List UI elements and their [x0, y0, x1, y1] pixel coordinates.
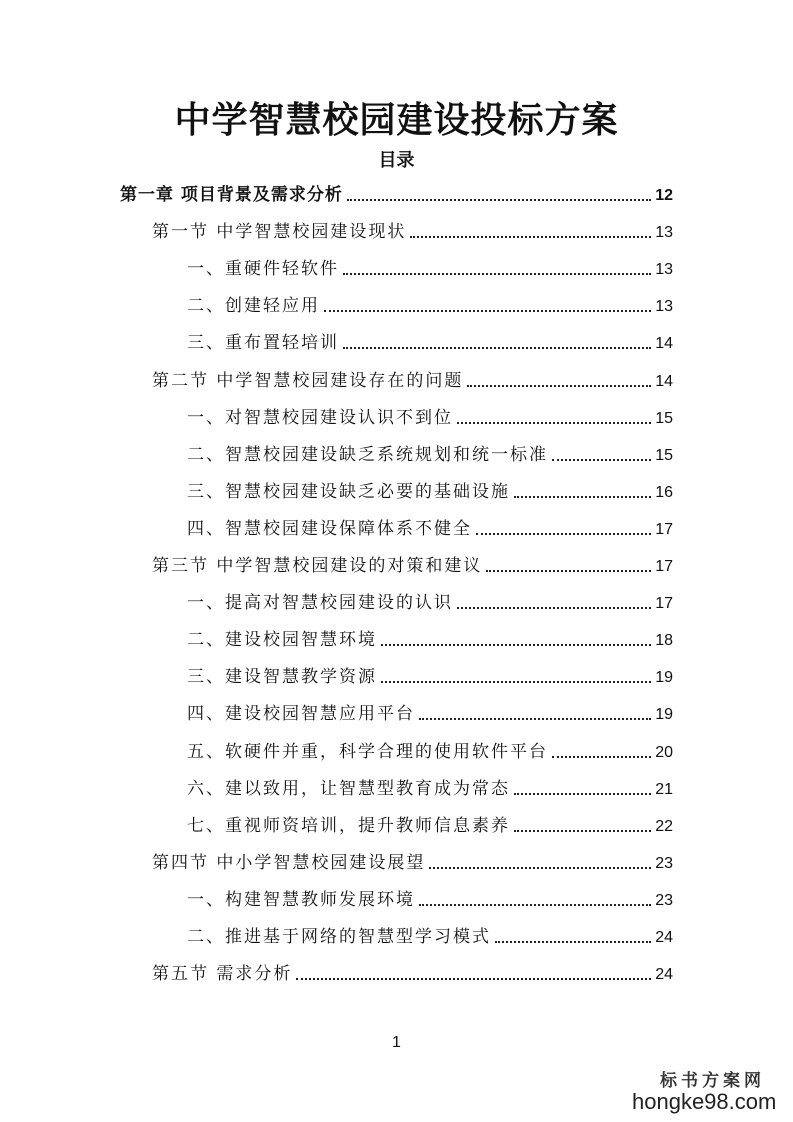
toc-entry-page: 16: [655, 483, 673, 501]
toc-entry-page: 19: [655, 669, 673, 687]
toc-entry-label: 一、构建智慧教师发展环境: [187, 889, 415, 910]
toc-entry-page: 12: [655, 187, 673, 204]
toc-entry[interactable]: [187, 328, 673, 356]
toc-entry-label: 三、重布置轻培训: [187, 333, 339, 354]
toc-entry[interactable]: [120, 180, 673, 208]
toc-leader-dots: [552, 459, 651, 461]
toc-entry[interactable]: [187, 625, 673, 653]
toc-entry-label: 第四节 中小学智慧校园建设展望: [152, 852, 426, 873]
toc-entry-page: 15: [655, 446, 673, 464]
toc-heading: 目录: [378, 150, 415, 171]
toc-entry-label: 七、重视师资培训，提升教师信息素养: [187, 815, 510, 836]
toc-entry-page: 21: [655, 780, 673, 798]
toc-entry-label: 二、创建轻应用: [187, 296, 320, 317]
toc-entry-page: 18: [655, 632, 673, 650]
toc-entry-label: 四、智慧校园建设保障体系不健全: [187, 518, 472, 539]
toc-entry-label: 一、提高对智慧校园建设的认识: [187, 593, 453, 614]
watermark-url: hongke98.com: [632, 1089, 777, 1114]
toc-leader-dots: [457, 607, 651, 609]
page-number: 1: [392, 1034, 401, 1051]
toc-entry-label: 二、推进基于网络的智慧型学习模式: [187, 927, 491, 947]
toc-entry[interactable]: [187, 588, 673, 616]
toc-entry-page: 14: [655, 335, 673, 353]
toc-leader-dots: [495, 941, 651, 943]
toc-entry-page: 24: [655, 966, 673, 984]
watermark-site-name: 标书方案网: [660, 1071, 765, 1091]
toc-leader-dots: [514, 496, 651, 498]
toc-entry-label: 二、智慧校园建设缺乏系统规划和统一标准: [187, 444, 548, 465]
toc-entry-page: 13: [655, 298, 673, 316]
toc-entry[interactable]: [187, 811, 673, 839]
toc-leader-dots: [457, 422, 651, 424]
toc-entry-label: 第三节 中学智慧校园建设的对策和建议: [152, 556, 483, 576]
toc-leader-dots: [514, 830, 651, 832]
toc-entry[interactable]: [187, 440, 673, 468]
toc-entry-label: 第五节 需求分析: [152, 964, 293, 985]
toc-leader-dots: [347, 199, 651, 201]
toc-entry-label: 一、对智慧校园建设认识不到位: [187, 407, 453, 428]
toc-leader-dots: [296, 978, 651, 980]
toc-entry[interactable]: [152, 959, 673, 987]
toc-entry[interactable]: [187, 774, 673, 802]
toc-entry[interactable]: [187, 922, 673, 950]
toc-entry-page: 20: [655, 743, 673, 761]
toc-leader-dots: [552, 756, 651, 758]
toc-entry-label: 一、重硬件轻软件: [187, 259, 339, 280]
toc-leader-dots: [381, 681, 651, 683]
toc-entry-page: 13: [655, 224, 673, 242]
toc-entry[interactable]: [152, 366, 673, 394]
toc-entry[interactable]: [187, 514, 673, 542]
toc-entry[interactable]: [152, 848, 673, 876]
toc-entry-page: 17: [655, 595, 673, 613]
toc-entry-label: 三、建设智慧教学资源: [187, 667, 377, 688]
toc-entry-label: 二、建设校园智慧环境: [187, 630, 377, 651]
toc-leader-dots: [429, 867, 651, 869]
toc-leader-dots: [476, 533, 651, 535]
toc-leader-dots: [419, 718, 651, 720]
toc-entry-page: 22: [655, 817, 673, 835]
toc-entry[interactable]: [152, 551, 673, 579]
toc-leader-dots: [343, 347, 651, 349]
toc-entry[interactable]: [152, 217, 673, 245]
toc-leader-dots: [381, 644, 651, 646]
toc-entry[interactable]: [187, 477, 673, 505]
toc-leader-dots: [467, 385, 651, 387]
toc-entry-label: 五、软硬件并重，科学合理的使用软件平台: [187, 741, 548, 762]
toc-leader-dots: [343, 273, 651, 275]
toc-entry[interactable]: [187, 254, 673, 282]
toc-entry-page: 23: [655, 854, 673, 872]
toc-entry-label: 三、智慧校园建设缺乏必要的基础设施: [187, 481, 510, 502]
toc-entry-label: 第一节 中学智慧校园建设现状: [152, 222, 407, 243]
toc-leader-dots: [324, 310, 651, 312]
toc-entry-page: 17: [655, 520, 673, 538]
toc-leader-dots: [410, 236, 651, 238]
toc-entry-page: 15: [655, 409, 673, 427]
toc-leader-dots: [486, 570, 651, 572]
toc-entry-label: 第一章 项目背景及需求分析: [120, 185, 343, 205]
toc-entry[interactable]: [187, 737, 673, 765]
toc-leader-dots: [419, 904, 651, 906]
toc-entry[interactable]: [187, 291, 673, 319]
toc-entry-page: 23: [655, 891, 673, 909]
toc-entry-page: 24: [655, 929, 673, 946]
toc-entry-page: 13: [655, 261, 673, 279]
toc-entry[interactable]: [187, 699, 673, 727]
toc-entry[interactable]: [187, 885, 673, 913]
document-title: 中学智慧校园建设投标方案: [174, 100, 619, 141]
toc-entry-page: 14: [655, 372, 673, 390]
toc-entry[interactable]: [187, 403, 673, 431]
toc-entry[interactable]: [187, 662, 673, 690]
toc-entry-page: 19: [655, 706, 673, 724]
toc-entry-label: 六、建以致用，让智慧型教育成为常态: [187, 778, 510, 799]
toc-leader-dots: [514, 793, 651, 795]
toc-entry-page: 17: [655, 558, 673, 575]
toc-entry-label: 四、建设校园智慧应用平台: [187, 704, 415, 725]
toc-entry-label: 第二节 中学智慧校园建设存在的问题: [152, 370, 464, 391]
